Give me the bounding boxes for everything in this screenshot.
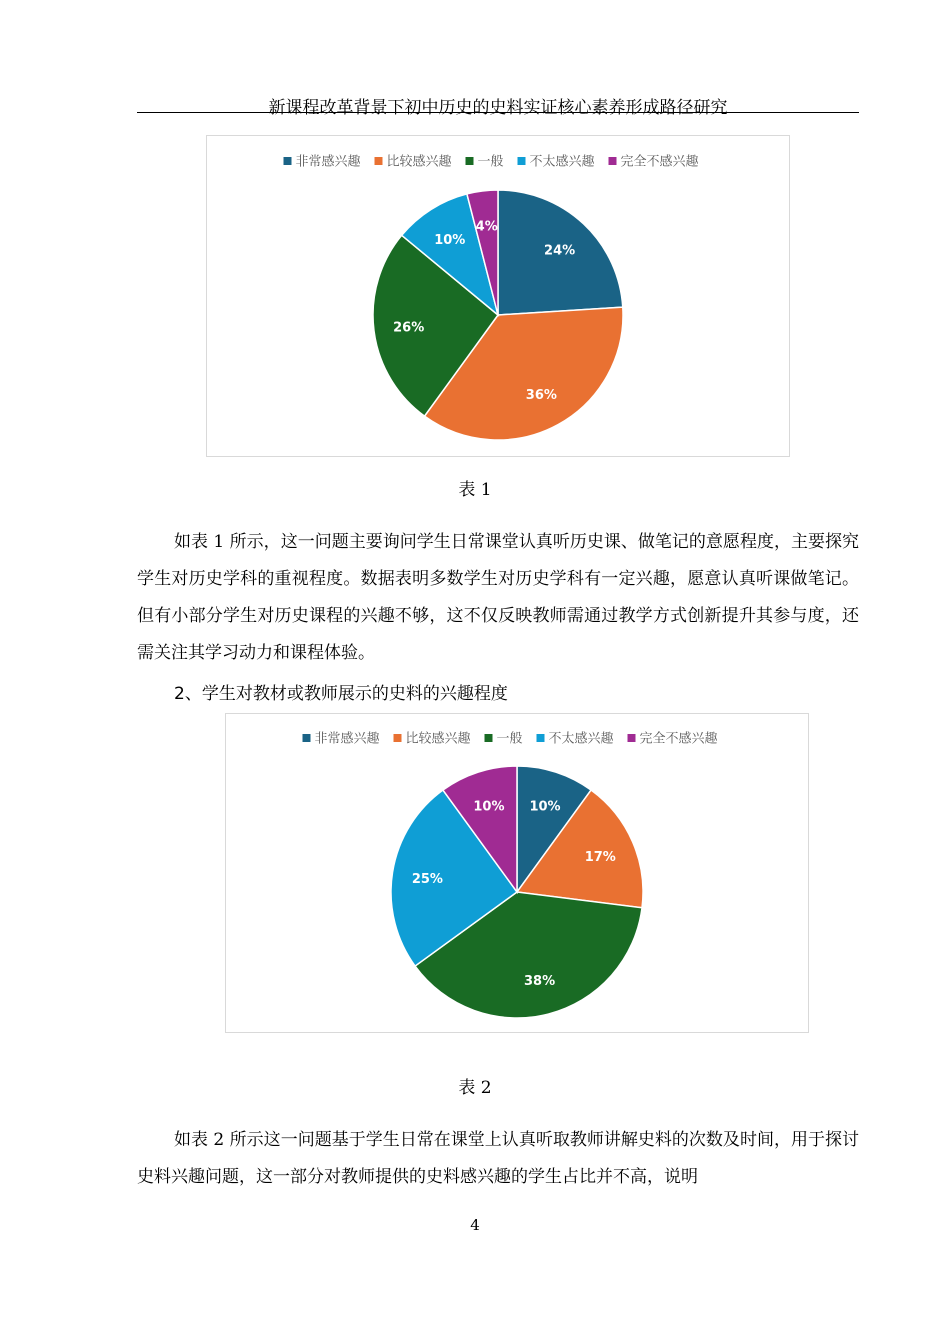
legend-swatch-2-5: [628, 734, 636, 742]
legend-swatch-1-5: [609, 157, 617, 165]
legend-label-2-3: 一般: [496, 731, 523, 747]
legend-label-1-3: 一般: [477, 154, 504, 170]
slice-label-1-4: 10%: [434, 233, 466, 249]
slice-label-2-2: 17%: [584, 849, 616, 865]
slice-label-2-4: 25%: [411, 871, 443, 887]
slice-label-2-1: 10%: [529, 799, 561, 815]
slice-label-2-5: 10%: [473, 799, 505, 815]
legend-label-2-2: 比较感兴趣: [405, 731, 471, 747]
slice-label-1-5: 4%: [475, 219, 498, 235]
caption-table-2: 表 2: [458, 1078, 492, 1098]
legend-label-1-4: 不太感兴趣: [529, 154, 595, 170]
legend-label-1-2: 比较感兴趣: [386, 154, 452, 170]
paragraph-1: [137, 524, 859, 672]
legend-label-2-4: 不太感兴趣: [548, 731, 614, 747]
legend-label-1-5: 完全不感兴趣: [620, 154, 699, 170]
legend-swatch-1-1: [284, 157, 292, 165]
slice-label-1-2: 36%: [525, 387, 557, 403]
legend-swatch-2-1: [303, 734, 311, 742]
header-rule: [137, 112, 859, 113]
legend-label-2-1: 非常感兴趣: [314, 731, 380, 747]
section-heading: 2、学生对教材或教师展示的史料的兴趣程度: [174, 684, 508, 704]
legend-swatch-2-2: [394, 734, 402, 742]
pie-chart-1-svg: [207, 136, 789, 456]
legend-swatch-1-4: [518, 157, 526, 165]
legend-swatch-2-4: [537, 734, 545, 742]
paragraph-2-text: 如表 2 所示这一问题基于学生日常在课堂上认真听取教师讲解史料的次数及时间，用于探讨史料兴趣问题，这一部分对教师提供的史料感兴趣的学生占比并不高，说明: [137, 1130, 859, 1187]
paragraph-1-text: 如表 1 所示，这一问题主要询问学生日常课堂认真听历史课、做笔记的意愿程度，主要探究学生对历史学科的重视程度。数据表明多数学生对历史学科有一定兴趣，愿意认真听课做笔记。但有小部分学生对历史课程的兴趣不够，这不仅反映教师需通过教学方式创新提升其参与度，还需关注其学习动力和课程体验。: [137, 532, 859, 663]
legend-label-2-5: 完全不感兴趣: [639, 731, 718, 747]
pie-chart-2: [225, 713, 809, 1033]
running-header: 新课程改革背景下初中历史的史料实证核心素养形成路径研究: [268, 98, 728, 118]
caption-table-1: 表 1: [458, 480, 492, 500]
slice-label-1-1: 24%: [544, 243, 576, 259]
paragraph-2: [137, 1122, 859, 1196]
slice-label-2-3: 38%: [523, 973, 556, 989]
legend-swatch-1-3: [466, 157, 474, 165]
legend-label-1-1: 非常感兴趣: [295, 154, 361, 170]
pie-chart-2-svg: [226, 714, 808, 1032]
legend-swatch-2-3: [485, 734, 493, 742]
slice-label-1-3: 26%: [393, 320, 425, 336]
pie-chart-1: [206, 135, 790, 457]
page-number: 4: [470, 1216, 480, 1234]
legend-swatch-1-2: [375, 157, 383, 165]
